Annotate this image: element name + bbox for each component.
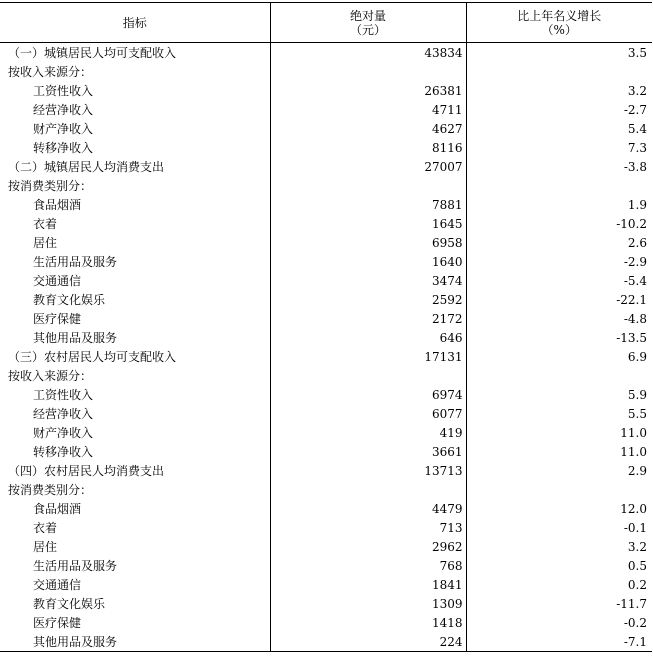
row-growth-rate: 6.9 [627, 349, 647, 364]
row-absolute-value: 2962 [270, 537, 466, 556]
row-indicator-name: 其他用品及服务 [0, 328, 270, 347]
header-growth-unit: （%） [541, 22, 577, 37]
row-absolute-value: 4711 [270, 100, 466, 119]
table-row [0, 290, 652, 309]
table-row [0, 309, 652, 328]
row-absolute-value: 1309 [270, 594, 466, 613]
table-row [0, 62, 652, 81]
row-indicator-name: 居住 [0, 233, 270, 252]
header-indicator [0, 3, 270, 43]
row-indicator-name: 食品烟酒 [0, 195, 270, 214]
table-row [0, 480, 652, 499]
header-growth [466, 3, 652, 43]
row-indicator-name: 按消费类别分： [0, 480, 270, 499]
row-growth-rate: 11.0 [620, 425, 647, 440]
row-absolute-value: 6958 [270, 233, 466, 252]
table-row [0, 385, 652, 404]
table-row [0, 43, 652, 63]
table-row [0, 195, 652, 214]
row-indicator-name: 生活用品及服务 [0, 556, 270, 575]
row-growth-rate: 3.2 [627, 83, 647, 98]
table-row [0, 233, 652, 252]
row-growth-rate: -3.8 [623, 159, 647, 174]
row-growth-rate: -13.5 [616, 330, 647, 345]
row-indicator-name: （四）农村居民人均消费支出 [0, 461, 270, 480]
table-row [0, 613, 652, 632]
header-absolute-value-label: 绝对量 [349, 8, 386, 23]
row-absolute-value: 2172 [270, 309, 466, 328]
row-growth-rate: -22.1 [616, 292, 647, 307]
row-absolute-value: 4627 [270, 119, 466, 138]
row-absolute-value: 26381 [270, 81, 466, 100]
table-row [0, 214, 652, 233]
row-growth-rate [466, 480, 652, 499]
header-absolute-value [270, 3, 466, 43]
row-growth-rate: -2.7 [623, 102, 647, 117]
row-growth-rate: 12.0 [620, 501, 647, 516]
row-growth-rate: 5.5 [627, 406, 647, 421]
row-indicator-name: （三）农村居民人均可支配收入 [0, 347, 270, 366]
row-growth-rate: 7.3 [627, 140, 647, 155]
row-absolute-value: 17131 [270, 347, 466, 366]
row-indicator-name: 交通通信 [0, 271, 270, 290]
table-row [0, 594, 652, 613]
row-growth-rate: 0.5 [627, 558, 647, 573]
table-row [0, 442, 652, 461]
table-row [0, 138, 652, 157]
row-growth-rate: -11.7 [616, 596, 647, 611]
row-growth-rate: -0.1 [623, 520, 647, 535]
row-indicator-name: 按收入来源分： [0, 62, 270, 81]
table-row [0, 423, 652, 442]
table-row [0, 252, 652, 271]
row-absolute-value: 13713 [270, 461, 466, 480]
row-absolute-value [270, 176, 466, 195]
table-row [0, 366, 652, 385]
row-growth-rate: -4.8 [623, 311, 647, 326]
row-growth-rate: 2.6 [627, 235, 647, 250]
row-indicator-name: 教育文化娱乐 [0, 594, 270, 613]
row-indicator-name: 经营净收入 [0, 404, 270, 423]
table-row [0, 537, 652, 556]
row-indicator-name: 其他用品及服务 [0, 632, 270, 652]
table-row [0, 556, 652, 575]
row-growth-rate: 5.9 [627, 387, 647, 402]
income-expenditure-table [0, 2, 652, 652]
table-row [0, 176, 652, 195]
row-growth-rate: 5.4 [627, 121, 647, 136]
row-growth-rate: -5.4 [623, 273, 647, 288]
row-absolute-value: 1841 [270, 575, 466, 594]
row-absolute-value: 6077 [270, 404, 466, 423]
row-indicator-name: 教育文化娱乐 [0, 290, 270, 309]
row-indicator-name: 转移净收入 [0, 442, 270, 461]
row-growth-rate: -7.1 [466, 632, 652, 652]
row-growth-rate: 11.0 [620, 444, 647, 459]
row-absolute-value [270, 366, 466, 385]
row-indicator-name: 交通通信 [0, 575, 270, 594]
header-row [0, 3, 652, 43]
row-growth-rate: 3.2 [627, 539, 647, 554]
row-absolute-value: 713 [270, 518, 466, 537]
table-header [0, 3, 652, 43]
row-indicator-name: 衣着 [0, 518, 270, 537]
header-growth-label: 比上年名义增长 [517, 8, 602, 23]
row-growth-rate: 3.5 [627, 45, 647, 60]
table-row [0, 404, 652, 423]
row-absolute-value: 27007 [270, 157, 466, 176]
row-indicator-name: 食品烟酒 [0, 499, 270, 518]
row-indicator-name: （二）城镇居民人均消费支出 [0, 157, 270, 176]
row-growth-rate: -10.2 [616, 216, 647, 231]
row-indicator-name: 医疗保健 [0, 613, 270, 632]
row-absolute-value: 8116 [270, 138, 466, 157]
table-row [0, 518, 652, 537]
row-absolute-value: 7881 [270, 195, 466, 214]
table-body [0, 43, 652, 652]
row-indicator-name: 财产净收入 [0, 119, 270, 138]
table-row [0, 100, 652, 119]
row-indicator-name: （一）城镇居民人均可支配收入 [0, 43, 270, 63]
row-absolute-value: 419 [270, 423, 466, 442]
table-row [0, 575, 652, 594]
row-absolute-value: 1645 [270, 214, 466, 233]
table-row [0, 157, 652, 176]
row-absolute-value: 646 [270, 328, 466, 347]
header-indicator-label: 指标 [122, 15, 147, 30]
row-indicator-name: 生活用品及服务 [0, 252, 270, 271]
row-growth-rate: 2.9 [627, 463, 647, 478]
row-indicator-name: 经营净收入 [0, 100, 270, 119]
row-absolute-value [270, 62, 466, 81]
table-row [0, 81, 652, 100]
row-absolute-value: 4479 [270, 499, 466, 518]
row-growth-rate: 0.2 [627, 577, 647, 592]
table-row [0, 119, 652, 138]
row-growth-rate [466, 366, 652, 385]
row-growth-rate: 1.9 [627, 197, 647, 212]
row-absolute-value: 2592 [270, 290, 466, 309]
income-expenditure-table-container [0, 2, 652, 652]
row-indicator-name: 居住 [0, 537, 270, 556]
row-indicator-name: 衣着 [0, 214, 270, 233]
table-row [0, 461, 652, 480]
row-indicator-name: 工资性收入 [0, 385, 270, 404]
row-indicator-name: 工资性收入 [0, 81, 270, 100]
row-indicator-name: 按收入来源分： [0, 366, 270, 385]
table-row [0, 499, 652, 518]
row-growth-rate: -2.9 [623, 254, 647, 269]
table-row [0, 632, 652, 652]
table-row [0, 328, 652, 347]
row-indicator-name: 按消费类别分： [0, 176, 270, 195]
table-row [0, 271, 652, 290]
table-row [0, 347, 652, 366]
row-growth-rate [466, 62, 652, 81]
header-absolute-value-unit: （元） [349, 22, 386, 37]
row-absolute-value: 1418 [270, 613, 466, 632]
row-indicator-name: 转移净收入 [0, 138, 270, 157]
row-absolute-value: 6974 [270, 385, 466, 404]
row-indicator-name: 财产净收入 [0, 423, 270, 442]
row-absolute-value: 3474 [270, 271, 466, 290]
row-absolute-value: 43834 [270, 43, 466, 63]
row-absolute-value: 224 [270, 632, 466, 652]
row-absolute-value: 1640 [270, 252, 466, 271]
row-absolute-value [270, 480, 466, 499]
row-absolute-value: 3661 [270, 442, 466, 461]
row-growth-rate: -0.2 [623, 615, 647, 630]
row-indicator-name: 医疗保健 [0, 309, 270, 328]
row-absolute-value: 768 [270, 556, 466, 575]
row-growth-rate [466, 176, 652, 195]
